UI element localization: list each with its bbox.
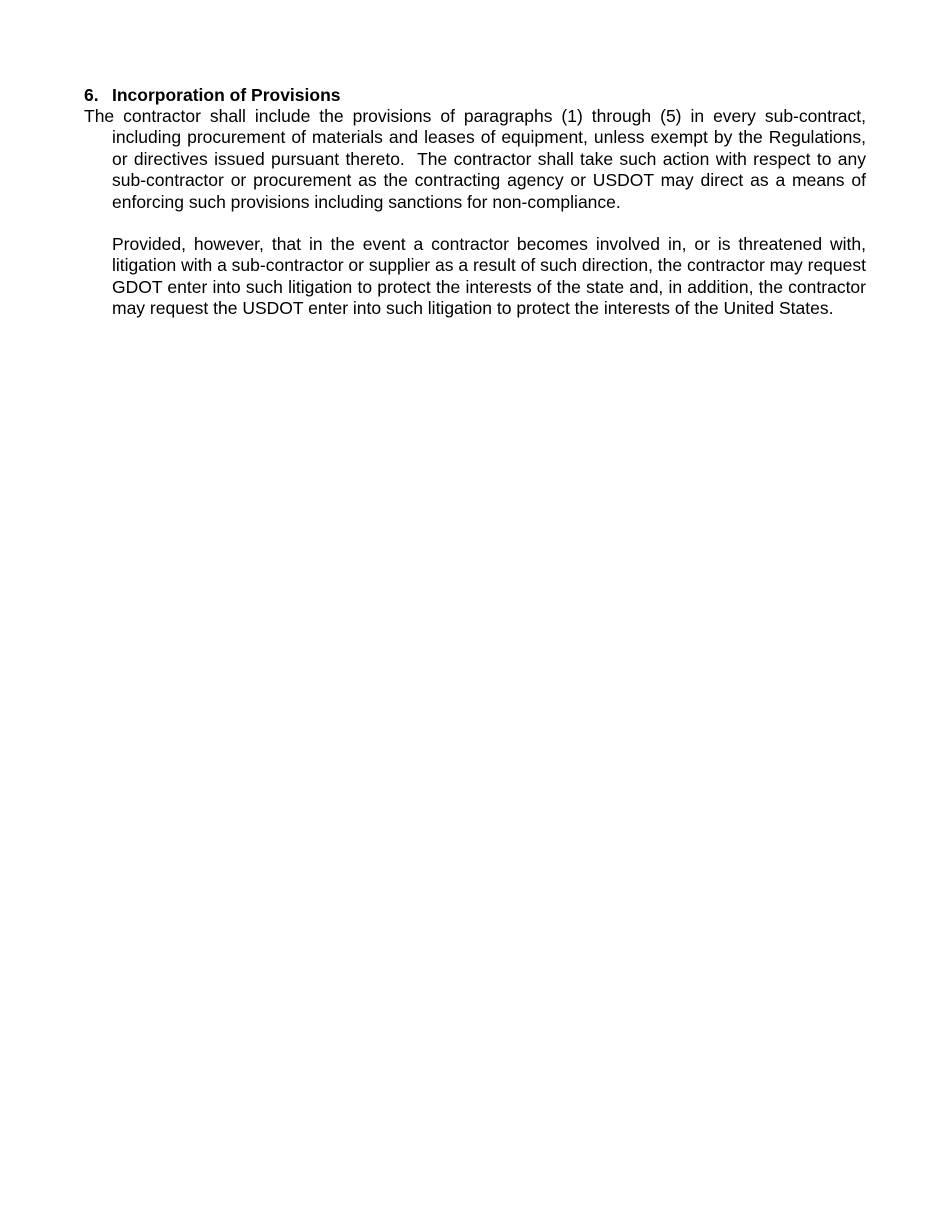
section-heading [84, 84, 866, 106]
section-number: 6. [84, 85, 99, 105]
paragraph-contractor-provisions: The contractor shall include the provisions of paragraphs (1) through (5) in every sub-contract, including procurement of materials and leases of equipment, unless exempt by the Regulations, or directives issued pursuant thereto. The contractor shall take such action with respect to any sub-contractor or procurement as the contracting agency or USDOT may direct as a means of enforcing such provisions including sanctions for non-compliance. [84, 106, 866, 212]
section-title: Incorporation of Provisions [112, 85, 341, 105]
section-incorporation-of-provisions [84, 84, 866, 320]
paragraph-litigation-proviso: Provided, however, that in the event a contractor becomes involved in, or is threatened with, litigation with a sub-contractor or supplier as a result of such direction, the contractor may request GDOT enter into such litigation to protect the interests of the state and, in addition, the contractor may request the USDOT enter into such litigation to protect the interests of the United States. [112, 234, 866, 319]
